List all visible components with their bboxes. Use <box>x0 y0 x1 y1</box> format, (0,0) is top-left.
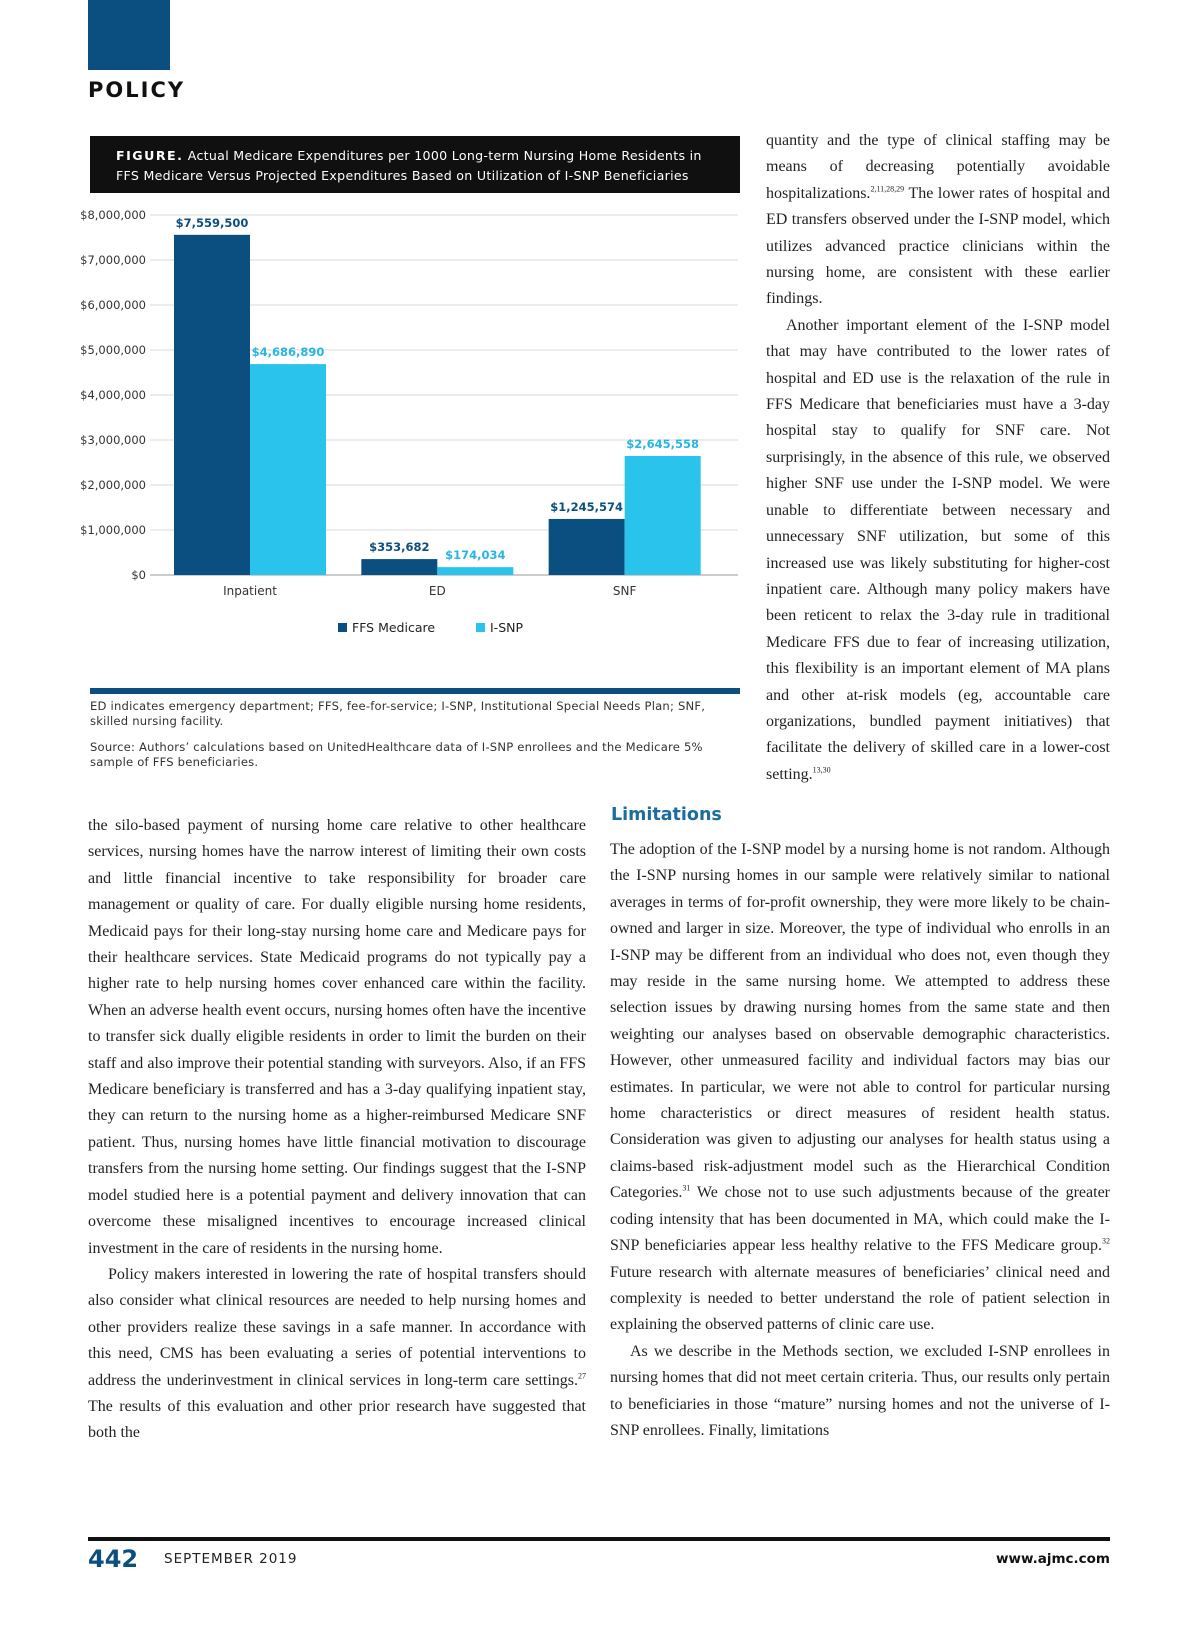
issue-date: SEPTEMBER 2019 <box>164 1551 298 1567</box>
text-run: Future research with alternate measures of beneficiaries’ clinical need and complexity is needed to better understand the role of patient selection in explaining the observed patterns of clinic care use. <box>610 1263 1110 1334</box>
bar-i-snp <box>625 456 701 575</box>
y-tick-label: $3,000,000 <box>80 433 146 447</box>
y-tick-label: $5,000,000 <box>80 343 146 357</box>
paragraph <box>766 313 1110 788</box>
legend-label: FFS Medicare <box>352 620 436 635</box>
bar-ffs-medicare <box>174 235 250 575</box>
bar-ffs-medicare <box>549 519 625 575</box>
left-column <box>88 813 586 1447</box>
paragraph <box>610 837 1110 1339</box>
figure-source: Source: Authors’ calculations based on UnitedHealthcare data of I-SNP enrollees and the Medicare 5% sample of FFS beneficiaries. <box>90 740 703 769</box>
figure-label: FIGURE. <box>116 148 184 163</box>
text-run: The lower rates of hospital and ED transfers observed under the I-SNP model, which utilizes advanced practice clinicians within the nursing home, are consistent with these earlier findings. <box>766 184 1110 308</box>
data-label: $2,645,558 <box>626 436 700 451</box>
limitations-heading: Limitations <box>611 805 722 825</box>
bar-chart <box>80 200 742 690</box>
right-column <box>610 837 1110 1444</box>
paragraph: As we describe in the Methods section, we excluded I-SNP enrollees in nursing homes that did not meet certain criteria. Thus, our results only pertain to beneficiaries in those “mature” nursing homes and not the universe of I-SNP enrollees. Finally, limitations <box>610 1342 1110 1439</box>
data-label: $174,034 <box>445 548 506 563</box>
y-tick-label: $2,000,000 <box>80 478 146 492</box>
text-run: The adoption of the I-SNP model by a nursing home is not random. Although the I-SNP nursing homes in our sample were relatively similar to national averages in terms of for-profit ownership, they were more likely to be chain-owned and larger in size. Moreover, the type of individual who enrolls in an I-SNP may be different from an individual who does not, even though they may reside in the same nursing home. We attempted to address these selection issues by drawing nursing homes from the same state and then weighting our analyses based on observable demographic characteristics. However, other unmeasured facility and individual factors may bias our estimates. In particular, we were not able to control for particular nursing home characteristics or direct measures of resident health status. Consideration was given to adjusting our analyses for health status using a claims-based risk-adjustment model such as the Hierarchical Condition Categories. <box>610 841 1110 1202</box>
reference: 32 <box>1102 1236 1110 1246</box>
paragraph: the silo-based payment of nursing home care relative to other healthcare services, nursing homes have the narrow interest of limiting their own costs and little financial incentive to take responsibility for broader care management or quality of care. For dually eligible nursing home residents, Medicaid pays for their long-stay nursing home care and Medicare pays for their healthcare services. State Medicaid programs do not typically pay a higher rate to help nursing homes cover enhanced care within the facility. When an adverse health event occurs, nursing homes often have the incentive to transfer sick dually eligible residents in order to limit the burden on their staff and also improve their potential standing with surveyors. Also, if an FFS Medicare beneficiary is transferred and has a 3-day qualifying inpatient stay, they can return to the nursing home as a higher-reimbursed Medicare SNF patient. Thus, nursing homes have little financial motivation to discourage transfers from the nursing home setting. Our findings suggest that the I-SNP model studied here is a potential payment and delivery innovation that can overcome these misaligned incentives to encourage increased clinical investment in the care of residents in the nursing home. <box>88 817 586 1257</box>
figure-title: Actual Medicare Expenditures per 1000 Long-term Nursing Home Residents in FFS Medicare Versus Projected Expenditures Based on Utilization of I-SNP Beneficiaries <box>116 148 702 183</box>
figure-title-box <box>90 136 740 193</box>
site-url: www.ajmc.com <box>996 1551 1110 1567</box>
figure-bottom-rule <box>90 688 740 694</box>
reference: 31 <box>682 1183 691 1193</box>
text-run: quantity and the type of clinical staffing may be means of decreasing potentially avoidable hospitalizations. <box>766 132 1110 202</box>
text-run: Policy makers interested in lowering the rate of hospital transfers should also consider what clinical resources are needed to help nursing homes and other providers realize these savings in a safe manner. In accordance with this need, CMS has been evaluating a series of potential interventions to address the underinvestment in clinical services in long-term care settings. <box>88 1265 586 1389</box>
legend-label: I-SNP <box>490 620 524 635</box>
data-label: $1,245,574 <box>550 499 624 514</box>
y-tick-label: $1,000,000 <box>80 523 146 537</box>
y-tick-label: $8,000,000 <box>80 208 146 222</box>
page-number: 442 <box>88 1545 139 1573</box>
figure-note: ED indicates emergency department; FFS, fee-for-service; I-SNP, Institutional Special Needs Plan; SNF, skilled nursing facility. <box>90 699 706 728</box>
y-tick-label: $0 <box>131 568 146 582</box>
data-label: $7,559,500 <box>175 215 249 230</box>
reference: 27 <box>578 1371 586 1381</box>
paragraph <box>88 1262 586 1447</box>
legend-swatch <box>338 623 347 632</box>
y-tick-label: $4,000,000 <box>80 388 146 402</box>
y-tick-label: $6,000,000 <box>80 298 146 312</box>
x-tick-label: ED <box>428 584 446 598</box>
text-run: The results of this evaluation and other prior research have suggested that both the <box>88 1397 586 1442</box>
x-tick-label: Inpatient <box>223 584 277 598</box>
data-label: $353,682 <box>369 540 430 555</box>
x-tick-label: SNF <box>612 584 637 598</box>
reference: 13,30 <box>812 765 831 775</box>
paragraph <box>766 128 1110 313</box>
bar-i-snp <box>250 364 326 575</box>
text-run: Another important element of the I-SNP model that may have contributed to the lower rates of hospital and ED use is the relaxation of the rule in FFS Medicare that beneficiaries must have a 3-day hospital stay to qualify for SNF care. Not surprisingly, in the absence of this rule, we observed higher SNF use under the I-SNP model. We were unable to differentiate between necessary and unnecessary SNF utilization, but some of this increased use was likely substituting for higher-cost inpatient care. Although many policy makers have been reticent to relax the 3-day rule in traditional Medicare FFS due to fear of increasing utilization, this flexibility is an important element of MA plans and other at-risk models (eg, accountable care organizations, bundled payment initiatives) that facilitate the delivery of skilled care in a lower-cost setting. <box>766 316 1110 783</box>
data-label: $4,686,890 <box>251 345 325 360</box>
text-run: We chose not to use such adjustments because of the greater coding intensity that has been documented in MA, which could make the I-SNP beneficiaries appear less healthy relative to the FFS Medicare group. <box>610 1184 1110 1255</box>
section-color-tab <box>88 0 170 70</box>
section-label: POLICY <box>88 78 186 102</box>
reference: 2,11,28,29 <box>870 184 905 194</box>
bar-i-snp <box>437 567 513 575</box>
legend-swatch <box>476 623 485 632</box>
right-column-top <box>766 128 1110 788</box>
bar-ffs-medicare <box>361 559 437 575</box>
footer-rule <box>88 1537 1110 1541</box>
y-tick-label: $7,000,000 <box>80 253 146 267</box>
